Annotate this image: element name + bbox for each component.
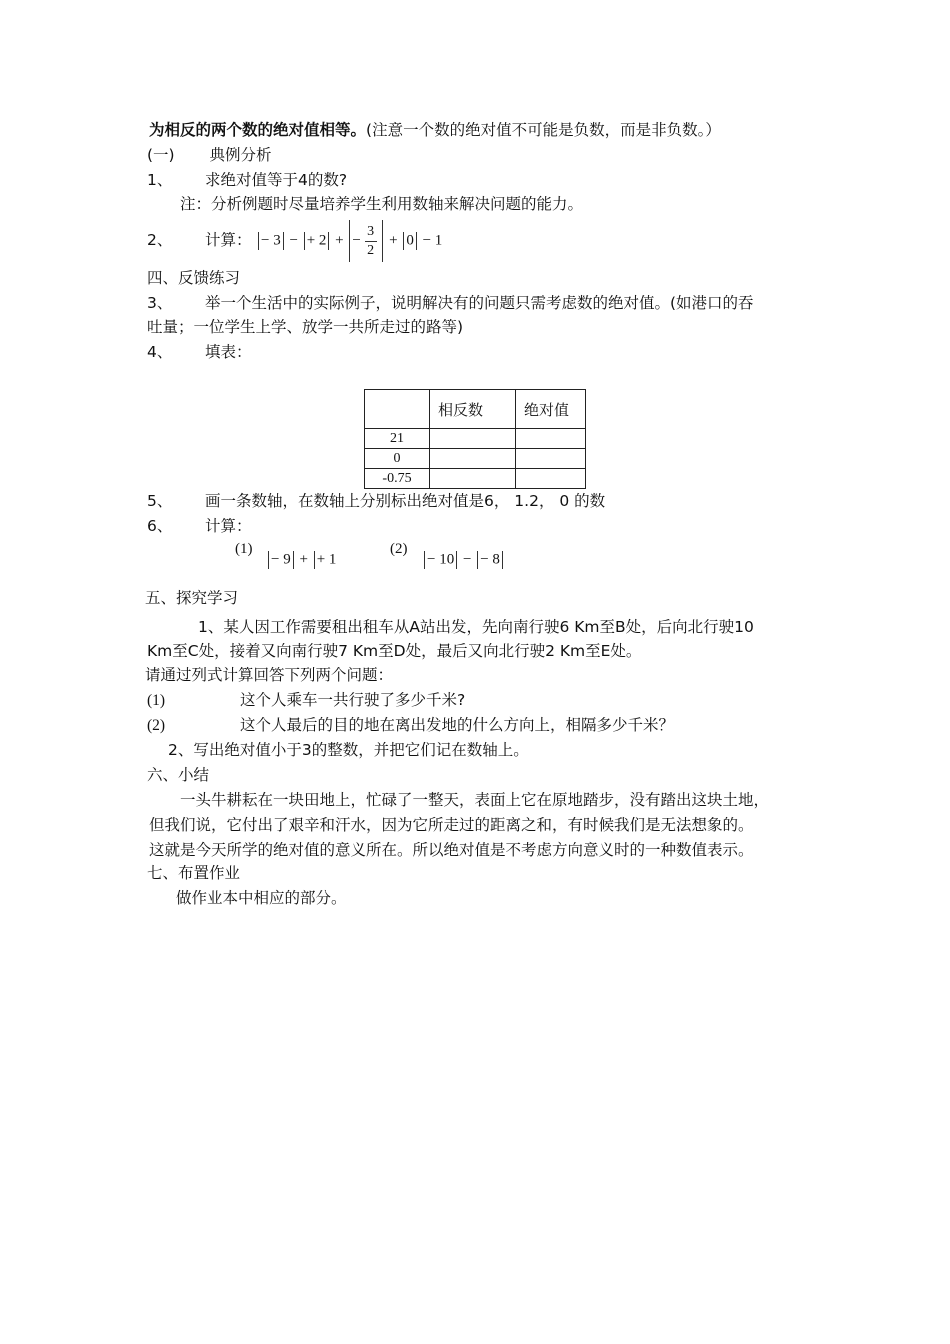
problem-2-expression bbox=[422, 551, 505, 569]
example-number: 2、 bbox=[147, 231, 173, 249]
section-inquiry-learning: 五、探究学习 bbox=[145, 589, 239, 607]
section-homework: 七、布置作业 bbox=[147, 864, 241, 882]
section-number: (一) bbox=[147, 146, 175, 164]
problem-2-label: (2) bbox=[390, 541, 408, 557]
table-cell-blank[interactable] bbox=[516, 449, 586, 469]
table-header-row bbox=[365, 390, 586, 429]
fraction-denominator: 2 bbox=[367, 242, 375, 258]
exercise-3-line2: 吐量；一位学生上学、放学一共所走过的路等) bbox=[147, 318, 464, 336]
table-cell-number: 0 bbox=[365, 449, 430, 469]
exercise-text-line1: 举一个生活中的实际例子，说明解决有的问题只需考虑数的绝对值。(如港口的吞 bbox=[205, 294, 754, 312]
intro-bold: 为相反的两个数的绝对值相等。 bbox=[149, 121, 367, 139]
table-header-absolute: 绝对值 bbox=[516, 390, 586, 429]
table-row bbox=[365, 429, 586, 449]
expression-abs-sum bbox=[256, 220, 442, 262]
example-1 bbox=[147, 170, 348, 190]
problem-1-expression bbox=[266, 551, 336, 569]
inquiry-2: 2、写出绝对值小于3的整数，并把它们记在数轴上。 bbox=[168, 741, 529, 759]
exercise-number: 6、 bbox=[147, 517, 173, 535]
expr-term: 0 bbox=[406, 232, 414, 249]
expr-term: − bbox=[352, 232, 361, 249]
expr-op: − bbox=[462, 551, 472, 568]
summary-line1: 一头牛耕耘在一块田地上，忙碌了一整天，表面上它在原地踏步，没有踏出这块土地， bbox=[180, 791, 770, 809]
exercise-5 bbox=[147, 491, 606, 511]
table-cell-number: -0.75 bbox=[365, 469, 430, 489]
exercise-number: 3、 bbox=[147, 294, 173, 312]
intro-line bbox=[149, 120, 721, 140]
expr-term: − 8 bbox=[480, 551, 500, 568]
table-header-opposite: 相反数 bbox=[430, 390, 516, 429]
exercise-text: 计算： bbox=[205, 517, 252, 535]
table-cell-blank[interactable] bbox=[430, 429, 516, 449]
question-number: (1) bbox=[147, 692, 166, 709]
expr-term: + 1 bbox=[316, 551, 337, 568]
summary-line3: 这就是今天所学的绝对值的意义所在。所以绝对值是不考虑方向意义时的一种数值表示。 bbox=[149, 841, 754, 859]
section-title: 典例分析 bbox=[209, 146, 272, 164]
exercise-6 bbox=[147, 516, 252, 536]
fill-in-table bbox=[364, 389, 586, 489]
inquiry-prompt: 请通过列式计算回答下列两个问题： bbox=[145, 666, 394, 684]
fraction bbox=[365, 223, 377, 260]
exercise-text: 画一条数轴，在数轴上分别标出绝对值是6， 1.2， 0 的数 bbox=[205, 492, 606, 510]
expr-op: + bbox=[299, 551, 308, 568]
example-text: 求绝对值等于4的数? bbox=[205, 171, 348, 189]
question-number: (2) bbox=[147, 717, 166, 734]
table-cell-number: 21 bbox=[365, 429, 430, 449]
question-2 bbox=[147, 715, 675, 736]
table-row bbox=[365, 469, 586, 489]
table-cell-blank[interactable] bbox=[430, 469, 516, 489]
exercise-number: 5、 bbox=[147, 492, 173, 510]
intro-normal: (注意一个数的绝对值不可能是负数，而是非负数。） bbox=[366, 121, 721, 139]
expr-op: + bbox=[335, 232, 344, 249]
inquiry-1-line2: Km至C处，接着又向南行驶7 Km至D处，最后又向北行驶2 Km至E处。 bbox=[147, 642, 642, 660]
question-1 bbox=[147, 690, 466, 711]
exercise-3 bbox=[147, 293, 754, 313]
problem-1-label: (1) bbox=[235, 541, 253, 557]
table-row bbox=[365, 449, 586, 469]
expr-term: − 3 bbox=[261, 232, 281, 249]
expr-term: − 10 bbox=[427, 551, 455, 568]
fraction-numerator: 3 bbox=[367, 223, 375, 239]
question-text: 这个人最后的目的地在离出发地的什么方向上，相隔多少千米？ bbox=[240, 716, 675, 734]
question-text: 这个人乘车一共行驶了多少千米? bbox=[240, 691, 466, 709]
expr-op: − bbox=[289, 232, 302, 249]
expr-term: − 9 bbox=[271, 551, 291, 568]
exercise-4 bbox=[147, 342, 252, 362]
exercise-text: 填表： bbox=[205, 343, 252, 361]
example-number: 1、 bbox=[147, 171, 173, 189]
table-cell-blank[interactable] bbox=[430, 449, 516, 469]
table-cell-blank[interactable] bbox=[516, 469, 586, 489]
expr-op: + bbox=[389, 232, 398, 249]
inquiry-1-line1: 1、某人因工作需要租出租车从A站出发，先向南行驶6 Km至B处，后向北行驶10 bbox=[198, 618, 754, 636]
expr-term: + 2 bbox=[306, 232, 327, 249]
homework-text: 做作业本中相应的部分。 bbox=[176, 889, 347, 907]
table-cell-blank[interactable] bbox=[516, 429, 586, 449]
section-typical-examples bbox=[147, 145, 272, 165]
expr-term: − 1 bbox=[422, 232, 443, 249]
section-feedback-practice: 四、反馈练习 bbox=[147, 269, 241, 287]
table-header-cell bbox=[365, 390, 430, 429]
example-label: 计算： bbox=[205, 231, 252, 249]
section-summary: 六、小结 bbox=[147, 766, 210, 784]
example-2 bbox=[147, 230, 252, 250]
summary-line2: 但我们说，它付出了艰辛和汗水，因为它所走过的距离之和，有时候我们是无法想象的。 bbox=[149, 816, 754, 834]
exercise-number: 4、 bbox=[147, 343, 173, 361]
note-line: 注：分析例题时尽量培养学生利用数轴来解决问题的能力。 bbox=[180, 195, 584, 213]
